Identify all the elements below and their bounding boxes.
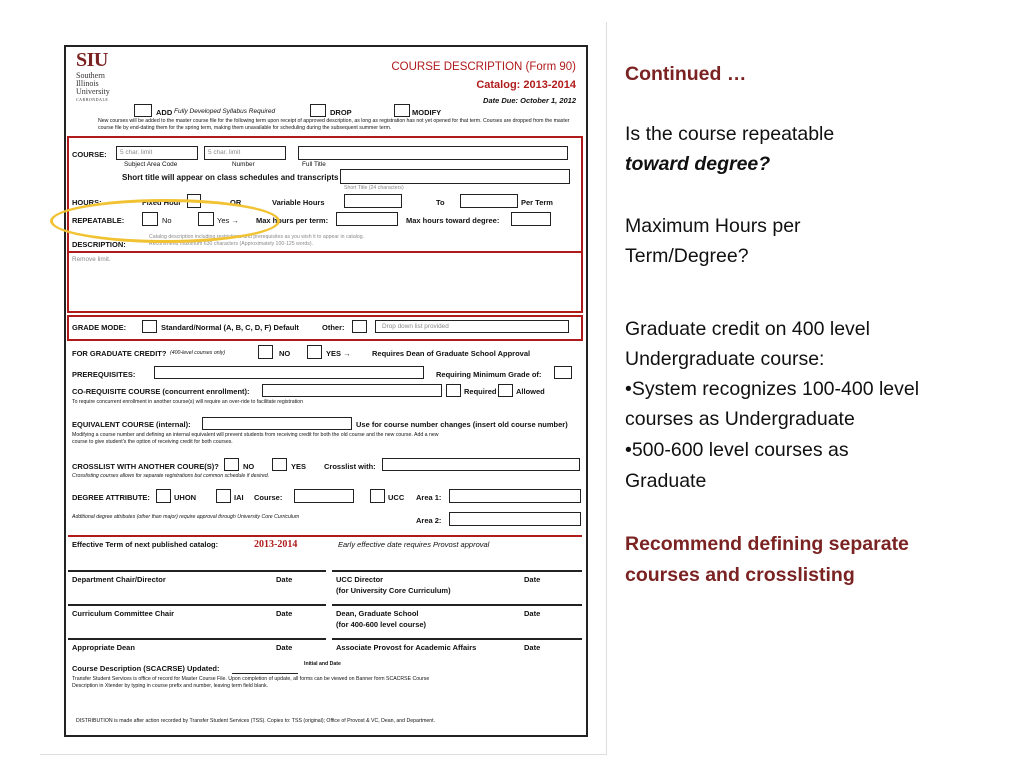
grad-credit-label: FOR GRADUATE CREDIT? xyxy=(72,349,167,358)
drop-label: DROP xyxy=(330,108,352,117)
grad-note-4: courses as Undergraduate xyxy=(625,408,855,430)
prerequisites-input[interactable] xyxy=(154,366,424,379)
ucc-director-sub: (for University Core Curriculum) xyxy=(336,586,451,595)
crosslist-with-input[interactable] xyxy=(382,458,580,471)
continued-heading: Continued … xyxy=(625,63,747,85)
max-per-term-input[interactable] xyxy=(336,212,398,226)
other-label: Other: xyxy=(322,323,345,332)
max-hours-question-2: Term/Degree? xyxy=(625,245,749,267)
repeatable-label: REPEATABLE: xyxy=(72,216,125,225)
equiv-input[interactable] xyxy=(202,417,352,430)
grade-mode-dropdown[interactable]: Drop down list provided xyxy=(375,320,569,333)
logo-text: Southern Illinois University CARBONDALE xyxy=(76,71,110,102)
add-note: Fully Developed Syllabus Required xyxy=(174,108,276,115)
drop-checkbox[interactable] xyxy=(310,104,326,117)
hours-label: HOURS: xyxy=(72,198,102,207)
coreq-allowed-label: Allowed xyxy=(516,387,545,396)
repeatable-yes-label: Yes → xyxy=(217,216,239,225)
crosslist-label: CROSSLIST WITH ANOTHER COURE(S)? xyxy=(72,462,219,471)
course-number-input[interactable]: 5 char. limit xyxy=(204,146,286,160)
per-term-label: Per Term xyxy=(521,198,553,207)
description-label: DESCRIPTION: xyxy=(72,240,126,249)
date-label: Date xyxy=(276,575,293,584)
degree-attr-label: DEGREE ATTRIBUTE: xyxy=(72,493,150,502)
dean-grad-label: Dean, Graduate School xyxy=(336,609,419,618)
due-date: Date Due: October 1, 2012 xyxy=(483,96,576,105)
scacrse-line xyxy=(232,673,298,674)
siu-logo: SIU xyxy=(76,49,108,71)
area2-input[interactable] xyxy=(449,512,581,526)
short-title-note: Short title will appear on class schedules and transcripts xyxy=(122,173,339,182)
max-toward-degree-label: Max hours toward degree: xyxy=(406,216,500,225)
coreq-input[interactable] xyxy=(262,384,442,397)
recommendation-1: Recommend defining separate xyxy=(625,533,909,555)
dean-grad-sub: (for 400-600 level course) xyxy=(336,620,427,629)
iai-checkbox[interactable] xyxy=(216,489,231,503)
ucc-checkbox[interactable] xyxy=(370,489,385,503)
max-toward-degree-input[interactable] xyxy=(511,212,551,226)
variable-hours-to-input[interactable] xyxy=(460,194,518,208)
repeatable-no-label: No xyxy=(162,216,172,225)
initial-date-label: Initial and Date xyxy=(304,661,341,667)
assoc-provost-label: Associate Provost for Academic Affairs xyxy=(336,643,477,652)
grad-note-2: Undergraduate course: xyxy=(625,348,825,370)
course-description-form xyxy=(64,45,588,737)
area1-input[interactable] xyxy=(449,489,581,503)
signature-line xyxy=(332,604,582,606)
grade-other-checkbox[interactable] xyxy=(352,320,367,333)
equiv-note-2: course to give student's the option of receiving credit for both courses. xyxy=(72,439,233,445)
ucc-label: UCC xyxy=(388,493,405,502)
crosslist-no-label: NO xyxy=(243,462,255,471)
grad-credit-note: (400-level courses only) xyxy=(170,350,226,356)
crosslist-yes-label: YES xyxy=(291,462,307,471)
min-grade-input[interactable] xyxy=(554,366,572,379)
date-label: Date xyxy=(276,643,293,652)
catalog-year: Catalog: 2013-2014 xyxy=(476,79,576,91)
coreq-label: CO-REQUISITE COURSE (concurrent enrollment): xyxy=(72,387,250,396)
appropriate-dean-label: Appropriate Dean xyxy=(72,643,135,652)
signature-line xyxy=(68,604,326,606)
effective-term-value: 2013-2014 xyxy=(254,539,298,550)
crosslist-no-checkbox[interactable] xyxy=(224,458,239,471)
modify-checkbox[interactable] xyxy=(394,104,410,117)
description-hint-1: Catalog description including restrictions and prerequisites as you wish it to appear in catalog. xyxy=(149,234,365,240)
equiv-use-label: Use for course number changes (insert old course number) xyxy=(356,420,568,429)
number-caption: Number xyxy=(232,161,255,168)
intro-text-2: course file by end-dating them for the spring term, making them unavailable for scheduling during the subsequent summer term. xyxy=(98,125,392,131)
subject-area-code-input[interactable]: 5 char. limit xyxy=(116,146,198,160)
grad-credit-no-label: NO xyxy=(279,349,291,358)
min-grade-label: Requiring Minimum Grade of: xyxy=(436,370,542,379)
course-attr-label: Course: xyxy=(254,493,283,502)
grade-mode-label: GRADE MODE: xyxy=(72,323,127,332)
form-title: COURSE DESCRIPTION (Form 90) xyxy=(391,61,576,73)
ucc-director-label: UCC Director xyxy=(336,575,384,584)
equiv-note-1: Modifying a course number and defining an internal equivalent will prevent students from receiving credit for both the old course and the new course. Add a new xyxy=(72,432,439,438)
max-hours-question-1: Maximum Hours per xyxy=(625,215,801,237)
full-title-caption: Full Title xyxy=(302,161,326,168)
crosslist-note: Crosslisting courses allows for separate registrations but common schedule if desired. xyxy=(72,473,270,479)
date-label: Date xyxy=(524,609,541,618)
coreq-note: To require concurrent enrollment in another course(s) will require an over-ride to facilitate registration xyxy=(72,399,303,405)
full-title-input[interactable] xyxy=(298,146,568,160)
area1-label: Area 1: xyxy=(416,493,442,502)
equiv-label: EQUIVALENT COURSE (internal): xyxy=(72,420,191,429)
grade-standard-label: Standard/Normal (A, B, C, D, F) Default xyxy=(161,323,299,332)
repeatable-highlight-oval xyxy=(50,199,280,243)
or-label: OR xyxy=(230,198,242,207)
grad-credit-no-checkbox[interactable] xyxy=(258,345,273,359)
transfer-note-2: Description in Xtender by typing in course prefix and number, leaving term field blank. xyxy=(72,683,269,689)
transfer-note-1: Transfer Student Services is office of record for Master Course File. Upon completion of update, all forms can be viewed on Banner form SCACRSE Course xyxy=(72,676,430,682)
curriculum-chair-label: Curriculum Committee Chair xyxy=(72,609,175,618)
subject-area-caption: Subject Area Code xyxy=(124,161,178,168)
recommendation-2: courses and crosslisting xyxy=(625,564,855,586)
effective-divider xyxy=(68,535,582,537)
fixed-hour-label: Fixed Hour xyxy=(142,198,182,207)
grad-requires-label: Requires Dean of Graduate School Approval xyxy=(372,349,531,358)
coreq-required-label: Required xyxy=(464,387,497,396)
grad-note-6: Graduate xyxy=(625,470,707,492)
date-label: Date xyxy=(276,609,293,618)
uhon-checkbox[interactable] xyxy=(156,489,171,503)
max-per-term-label: Max hours per term: xyxy=(256,216,329,225)
grad-note-1: Graduate credit on 400 level xyxy=(625,318,870,340)
crosslist-yes-checkbox[interactable] xyxy=(272,458,287,471)
area2-label: Area 2: xyxy=(416,516,442,525)
grad-credit-yes-label: YES → xyxy=(326,349,351,358)
repeatable-question-1: Is the course repeatable xyxy=(625,123,835,145)
date-label: Date xyxy=(524,643,541,652)
grad-note-3: •System recognizes 100-400 level xyxy=(625,378,920,400)
remove-limit-hint: Remove limit. xyxy=(72,256,111,263)
effective-term-label: Effective Term of next published catalog: xyxy=(72,540,219,549)
degree-note: Additional degree attributes (other than major) require approval through University Core Curriculum xyxy=(72,514,300,520)
coreq-required-checkbox[interactable] xyxy=(446,384,461,397)
crosslist-with-label: Crosslist with: xyxy=(324,462,376,471)
prerequisites-label: PREREQUISITES: xyxy=(72,370,136,379)
modify-label: MODIFY xyxy=(412,108,442,117)
signature-line xyxy=(332,570,582,572)
to-label: To xyxy=(436,198,445,207)
grad-note-5: •500-600 level courses as xyxy=(625,439,849,461)
dept-chair-label: Department Chair/Director xyxy=(72,575,166,584)
short-title-input[interactable] xyxy=(340,169,570,184)
add-label: ADD xyxy=(156,108,173,117)
uhon-label: UHON xyxy=(174,493,197,502)
scacrse-label: Course Description (SCACRSE) Updated: xyxy=(72,664,220,673)
intro-text-1: New courses will be added to the master course file for the following term upon receipt of approved description, as long as registration has not yet opened for that term. Courses are dropped from the master xyxy=(98,118,570,124)
grad-credit-yes-checkbox[interactable] xyxy=(307,345,322,359)
iai-label: IAI xyxy=(234,493,244,502)
grade-standard-checkbox[interactable] xyxy=(142,320,157,333)
variable-hours-label: Variable Hours xyxy=(272,198,325,207)
repeatable-question-2: toward degree? xyxy=(625,153,771,175)
description-input[interactable] xyxy=(67,251,583,313)
signature-line xyxy=(68,570,326,572)
course-label: COURSE: xyxy=(72,150,107,159)
signature-line xyxy=(332,638,582,640)
short-title-hint: Short Title (24 characters) xyxy=(344,185,404,191)
add-checkbox[interactable] xyxy=(134,104,152,117)
coreq-allowed-checkbox[interactable] xyxy=(498,384,513,397)
early-effective-note: Early effective date requires Provost approval xyxy=(338,540,490,549)
date-label: Date xyxy=(524,575,541,584)
variable-hours-from-input[interactable] xyxy=(344,194,402,208)
description-hint-2: Recommend maximum 630 characters (Approximately 100-125 words). xyxy=(149,241,314,247)
distribution-note: DISTRIBUTION is made after action recorded by Transfer Student Services (TSS). Copies to: TSS (original); Office of Provost & VC, Dean, and Department. xyxy=(76,718,436,724)
signature-line xyxy=(68,638,326,640)
iai-course-input[interactable] xyxy=(294,489,354,503)
